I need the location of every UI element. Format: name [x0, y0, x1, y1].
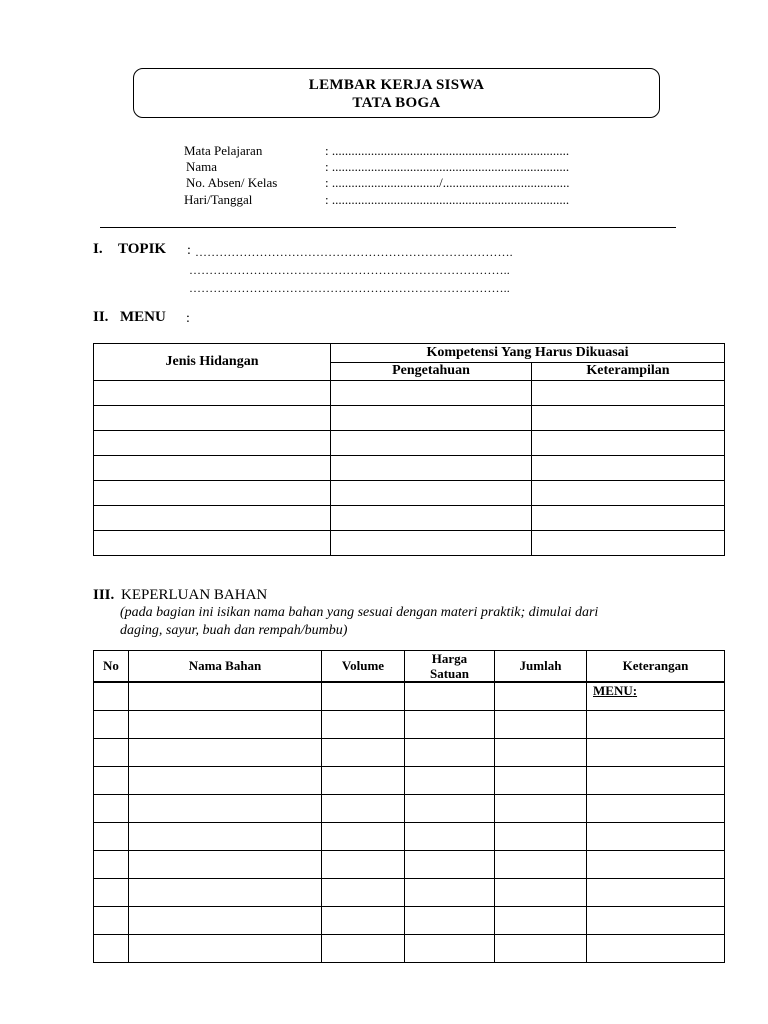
menu-cell-jenis[interactable] — [94, 406, 331, 431]
bahan-cell-harga[interactable] — [405, 879, 495, 907]
bahan-table — [93, 650, 725, 963]
section-menu-heading: MENU — [120, 309, 166, 325]
bahan-cell-no[interactable] — [94, 739, 129, 767]
bahan-table-row — [94, 851, 725, 879]
bahan-cell-no[interactable] — [94, 795, 129, 823]
bahan-col-no: No — [94, 651, 129, 683]
topik-line-3[interactable]: …………………………………………………………………….. — [189, 281, 510, 295]
menu-table-row — [94, 506, 725, 531]
menu-table-row — [94, 406, 725, 431]
worksheet-subtitle: TATA BOGA — [352, 95, 441, 111]
keterangan-menu-colon: : — [632, 683, 638, 698]
bahan-cell-nama[interactable] — [129, 907, 322, 935]
section-topik-number: I. — [93, 241, 103, 257]
bahan-cell-harga[interactable] — [405, 851, 495, 879]
header-divider — [100, 227, 676, 228]
menu-cell-keterampilan[interactable] — [532, 456, 725, 481]
bahan-cell-nama[interactable] — [129, 739, 322, 767]
bahan-cell-volume[interactable] — [322, 767, 405, 795]
field-value-nama[interactable]: : ......................................................................... — [325, 159, 570, 174]
bahan-cell-nama[interactable] — [129, 935, 322, 963]
menu-cell-keterampilan[interactable] — [532, 481, 725, 506]
section-menu-colon: : — [186, 311, 190, 326]
menu-table-row — [94, 481, 725, 506]
menu-table-row — [94, 531, 725, 556]
menu-cell-jenis[interactable] — [94, 381, 331, 406]
bahan-cell-keterangan[interactable] — [587, 739, 725, 767]
bahan-cell-keterangan[interactable] — [587, 879, 725, 907]
menu-col-jenis-hidangan: Jenis Hidangan — [94, 344, 331, 381]
field-value-no-absen-kelas[interactable]: : ................................./....................................... — [325, 175, 570, 190]
bahan-cell-jumlah[interactable] — [495, 711, 587, 739]
bahan-cell-volume[interactable] — [322, 739, 405, 767]
bahan-table-row — [94, 823, 725, 851]
topik-line-2[interactable]: …………………………………………………………………….. — [189, 263, 510, 277]
bahan-col-volume: Volume — [322, 651, 405, 683]
menu-cell-keterampilan[interactable] — [532, 406, 725, 431]
menu-cell-pengetahuan[interactable] — [331, 506, 532, 531]
menu-cell-pengetahuan[interactable] — [331, 406, 532, 431]
bahan-cell-jumlah[interactable] — [495, 739, 587, 767]
bahan-table-row — [94, 879, 725, 907]
bahan-col-harga-satuan — [405, 651, 495, 683]
bahan-cell-jumlah[interactable] — [495, 795, 587, 823]
field-label-nama: Nama — [186, 159, 218, 174]
bahan-cell-volume[interactable] — [322, 795, 405, 823]
bahan-cell-nama[interactable] — [129, 823, 322, 851]
menu-cell-pengetahuan[interactable] — [331, 456, 532, 481]
menu-cell-jenis[interactable] — [94, 456, 331, 481]
bahan-instruction-line-1: (pada bagian ini isikan nama bahan yang sesuai dengan materi praktik; dimulai dari — [120, 605, 599, 620]
bahan-cell-jumlah[interactable] — [495, 682, 587, 711]
field-label-mata-pelajaran: Mata Pelajaran — [184, 143, 263, 158]
bahan-table-row — [94, 711, 725, 739]
bahan-table-row — [94, 907, 725, 935]
bahan-cell-volume[interactable] — [322, 711, 405, 739]
bahan-table-row — [94, 739, 725, 767]
bahan-cell-harga[interactable] — [405, 682, 495, 711]
menu-cell-jenis[interactable] — [94, 481, 331, 506]
bahan-cell-volume[interactable] — [322, 682, 405, 711]
worksheet-title: LEMBAR KERJA SISWA — [308, 77, 485, 93]
bahan-table-row — [94, 767, 725, 795]
bahan-cell-jumlah[interactable] — [495, 879, 587, 907]
field-label-no-absen-kelas: No. Absen/ Kelas — [186, 175, 278, 190]
field-value-mata-pelajaran[interactable]: : ......................................................................... — [325, 143, 570, 158]
bahan-cell-harga[interactable] — [405, 935, 495, 963]
section-menu-number: II. — [93, 309, 109, 325]
bahan-col-harga-line-1: Harga — [431, 651, 468, 666]
bahan-table-row — [94, 795, 725, 823]
field-value-hari-tanggal[interactable]: : ......................................................................... — [325, 192, 570, 207]
menu-cell-keterampilan[interactable] — [532, 381, 725, 406]
worksheet-title-box — [133, 68, 660, 118]
bahan-cell-keterangan[interactable] — [587, 851, 725, 879]
bahan-cell-nama[interactable] — [129, 851, 322, 879]
bahan-cell-no[interactable] — [94, 851, 129, 879]
bahan-cell-harga[interactable] — [405, 767, 495, 795]
bahan-cell-harga[interactable] — [405, 739, 495, 767]
bahan-cell-keterangan[interactable] — [587, 711, 725, 739]
bahan-col-nama-bahan: Nama Bahan — [129, 651, 322, 683]
bahan-cell-no[interactable] — [94, 711, 129, 739]
menu-table-row — [94, 381, 725, 406]
section-bahan-number: III. — [93, 587, 115, 603]
bahan-cell-keterangan[interactable] — [587, 767, 725, 795]
bahan-cell-nama[interactable] — [129, 879, 322, 907]
bahan-cell-jumlah[interactable] — [495, 851, 587, 879]
bahan-cell-volume[interactable] — [322, 879, 405, 907]
menu-cell-jenis[interactable] — [94, 506, 331, 531]
menu-cell-pengetahuan[interactable] — [331, 381, 532, 406]
bahan-instruction-line-2: daging, sayur, buah dan rempah/bumbu) — [120, 623, 348, 638]
bahan-cell-jumlah[interactable] — [495, 935, 587, 963]
bahan-col-harga-line-2: Satuan — [429, 666, 470, 681]
bahan-cell-harga[interactable] — [405, 711, 495, 739]
bahan-table-row — [94, 935, 725, 963]
menu-col-kompetensi: Kompetensi Yang Harus Dikuasai — [331, 344, 725, 363]
section-bahan-heading: KEPERLUAN BAHAN — [121, 587, 268, 603]
bahan-cell-no[interactable] — [94, 935, 129, 963]
menu-table — [93, 343, 725, 556]
bahan-cell-nama[interactable] — [129, 711, 322, 739]
field-label-hari-tanggal: Hari/Tanggal — [184, 192, 253, 207]
bahan-cell-volume[interactable] — [322, 907, 405, 935]
bahan-cell-jumlah[interactable] — [495, 907, 587, 935]
menu-col-pengetahuan: Pengetahuan — [331, 362, 532, 381]
section-topik-heading: TOPIK — [118, 241, 167, 257]
menu-table-row — [94, 456, 725, 481]
menu-cell-keterampilan[interactable] — [532, 506, 725, 531]
bahan-cell-volume[interactable] — [322, 851, 405, 879]
menu-col-keterampilan: Keterampilan — [532, 362, 725, 381]
bahan-cell-harga[interactable] — [405, 907, 495, 935]
bahan-cell-keterangan[interactable] — [587, 907, 725, 935]
menu-cell-pengetahuan[interactable] — [331, 531, 532, 556]
bahan-cell-no[interactable] — [94, 767, 129, 795]
bahan-table-row — [94, 682, 725, 711]
menu-cell-jenis[interactable] — [94, 531, 331, 556]
menu-cell-keterampilan[interactable] — [532, 431, 725, 456]
bahan-cell-keterangan[interactable] — [587, 823, 725, 851]
bahan-cell-no[interactable] — [94, 907, 129, 935]
bahan-cell-harga[interactable] — [405, 795, 495, 823]
bahan-col-jumlah: Jumlah — [495, 651, 587, 683]
topik-line-1[interactable]: ……………………………………………………………………. — [195, 245, 513, 259]
bahan-cell-nama[interactable] — [129, 795, 322, 823]
bahan-cell-no[interactable] — [94, 823, 129, 851]
bahan-cell-keterangan[interactable] — [587, 795, 725, 823]
menu-cell-keterampilan[interactable] — [532, 531, 725, 556]
menu-cell-pengetahuan[interactable] — [331, 481, 532, 506]
section-topik-colon: : — [187, 243, 191, 258]
bahan-cell-nama[interactable] — [129, 767, 322, 795]
bahan-cell-keterangan[interactable] — [587, 935, 725, 963]
menu-cell-pengetahuan[interactable] — [331, 431, 532, 456]
bahan-cell-no[interactable] — [94, 879, 129, 907]
bahan-cell-volume[interactable] — [322, 823, 405, 851]
bahan-cell-jumlah[interactable] — [495, 767, 587, 795]
bahan-cell-jumlah[interactable] — [495, 823, 587, 851]
menu-cell-jenis[interactable] — [94, 431, 331, 456]
bahan-cell-nama[interactable] — [129, 682, 322, 711]
bahan-col-keterangan: Keterangan — [587, 651, 725, 683]
bahan-cell-no[interactable] — [94, 682, 129, 711]
keterangan-menu-label: MENU — [593, 683, 633, 698]
bahan-cell-harga[interactable] — [405, 823, 495, 851]
bahan-cell-keterangan[interactable] — [587, 682, 725, 711]
bahan-cell-volume[interactable] — [322, 935, 405, 963]
menu-table-row — [94, 431, 725, 456]
